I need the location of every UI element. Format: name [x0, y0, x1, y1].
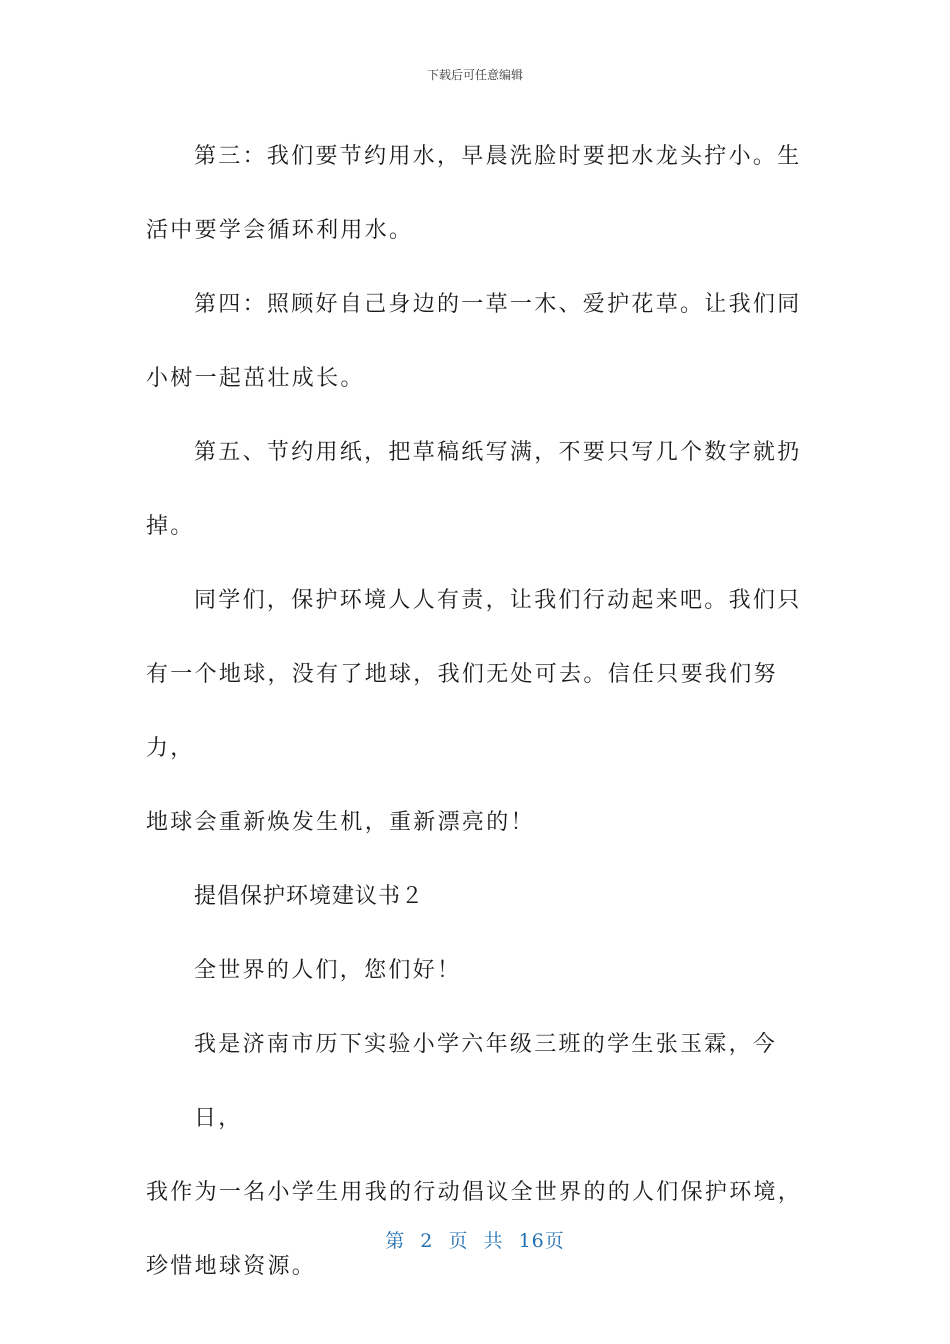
- paragraph-line: 同学们，保护环境人人有责，让我们行动起来吧。我们只: [194, 588, 802, 613]
- paragraph-line: 我是济南市历下实验小学六年级三班的学生张玉霖，今日，: [194, 1032, 778, 1131]
- paragraph-line: 第四：照顾好自己身边的一草一木、爱护花草。让我们同: [194, 292, 802, 317]
- page-header-note: 下载后可任意编辑: [426, 68, 523, 82]
- paragraph-introduction: [146, 1008, 816, 1304]
- page-footer: [0, 1226, 950, 1253]
- section-title: [146, 860, 816, 934]
- paragraph-line: 地球会重新焕发生机，重新漂亮的！: [146, 810, 535, 835]
- paragraph-line: 第五、节约用纸，把草稿纸写满，不要只写几个数字就扔: [194, 440, 802, 465]
- paragraph-line: 我作为一名小学生用我的行动倡议全世界的的人们保护环境，: [146, 1180, 803, 1205]
- paragraph-line: 珍惜地球资源。: [146, 1254, 317, 1279]
- paragraph-line: 掉。: [146, 514, 195, 539]
- paragraph-paper: [146, 416, 816, 564]
- paragraph-greeting: [146, 934, 816, 1008]
- footer-total-prefix: 共: [483, 1230, 504, 1252]
- footer-page-mid: 页: [448, 1230, 469, 1252]
- paragraph-line: 全世界的人们，您们好！: [194, 958, 462, 983]
- footer-total-pages: 16页: [518, 1230, 565, 1252]
- paragraph-plants: [146, 268, 816, 416]
- paragraph-line: 活中要学会循环利用水。: [146, 218, 414, 243]
- footer-page-number: 2: [420, 1230, 434, 1252]
- paragraph-water: [146, 120, 816, 268]
- document-body: [146, 120, 816, 1304]
- section-title-text: 提倡保护环境建议书２: [194, 884, 425, 909]
- footer-page-prefix: 第: [385, 1230, 406, 1252]
- paragraph-line: 小树一起茁壮成长。: [146, 366, 365, 391]
- paragraph-line: 有一个地球，没有了地球，我们无处可去。信任只要我们努力，: [146, 662, 778, 761]
- paragraph-call-to-action: [146, 564, 816, 860]
- paragraph-line: 第三：我们要节约用水，早晨洗脸时要把水龙头拧小。生: [194, 144, 802, 169]
